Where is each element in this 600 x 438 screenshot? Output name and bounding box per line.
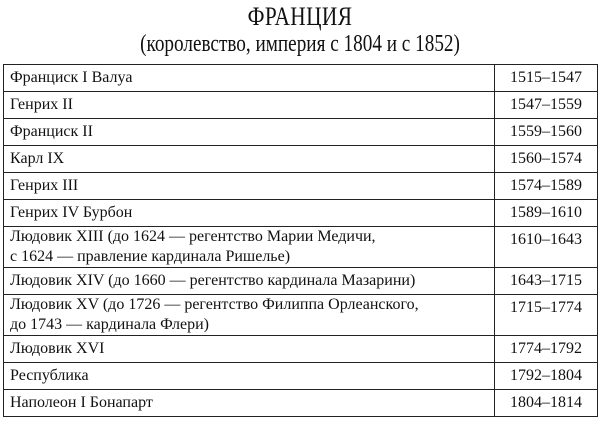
ruler-name: Франциск II <box>4 119 495 146</box>
ruler-name: Людовик XIV (до 1660 — регентство кардинала Мазарини) <box>4 268 495 295</box>
page-title: ФРАНЦИЯ <box>247 2 353 31</box>
table-row <box>4 92 598 119</box>
reign-years: 1574–1589 <box>495 173 598 200</box>
ruler-name-line: с 1624 — правление кардинала Ришелье) <box>10 248 291 265</box>
reign-years: 1715–1774 <box>495 295 598 336</box>
ruler-name <box>4 295 495 336</box>
reign-years: 1774–1792 <box>495 336 598 363</box>
reign-years: 1560–1574 <box>495 146 598 173</box>
table-row <box>4 268 598 295</box>
ruler-name-line: до 1743 — кардинала Флери) <box>10 316 209 333</box>
reign-years: 1792–1804 <box>495 363 598 390</box>
reign-years: 1610–1643 <box>495 227 598 268</box>
table-row <box>4 336 598 363</box>
table-row <box>4 363 598 390</box>
ruler-name: Генрих IV Бурбон <box>4 200 495 227</box>
reign-years: 1589–1610 <box>495 200 598 227</box>
rulers-table <box>3 64 598 417</box>
ruler-name <box>4 227 495 268</box>
ruler-name: Генрих III <box>4 173 495 200</box>
ruler-name-line: Людовик XIII (до 1624 — регентство Марии Медичи, <box>10 228 376 245</box>
reign-years: 1643–1715 <box>495 268 598 295</box>
ruler-name: Генрих II <box>4 92 495 119</box>
table-row <box>4 295 598 336</box>
reign-years: 1559–1560 <box>495 119 598 146</box>
table-row <box>4 146 598 173</box>
ruler-name: Республика <box>4 363 495 390</box>
ruler-name: Людовик XVI <box>4 336 495 363</box>
table-row <box>4 390 598 417</box>
table-row <box>4 173 598 200</box>
ruler-name: Наполеон I Бонапарт <box>4 390 495 417</box>
table-row <box>4 227 598 268</box>
table-row <box>4 200 598 227</box>
table-row <box>4 65 598 92</box>
reign-years: 1515–1547 <box>495 65 598 92</box>
table-row <box>4 119 598 146</box>
ruler-name-line: Людовик XV (до 1726 — регентство Филиппа Орлеанского, <box>10 296 419 313</box>
reign-years: 1804–1814 <box>495 390 598 417</box>
ruler-name: Франциск I Валуа <box>4 65 495 92</box>
ruler-name: Карл IX <box>4 146 495 173</box>
reign-years: 1547–1559 <box>495 92 598 119</box>
page-subtitle: (королевство, империя с 1804 и с 1852) <box>140 31 460 57</box>
